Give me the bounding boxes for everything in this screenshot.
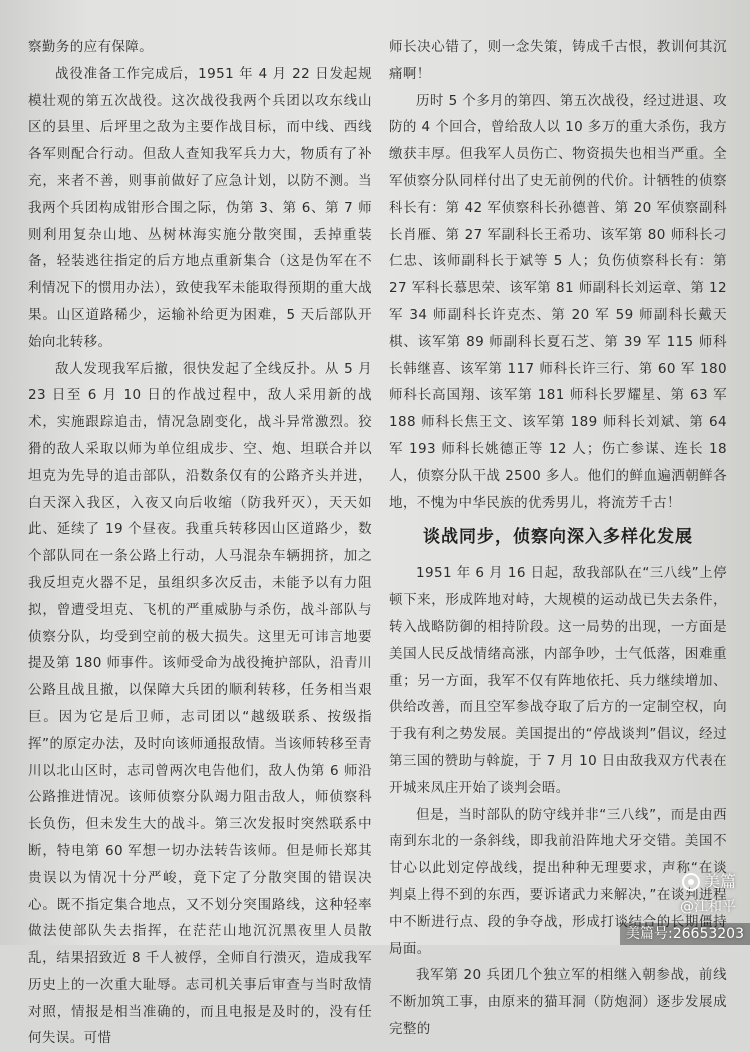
watermark-brand-name: 美篇 <box>703 872 736 891</box>
watermark-brand <box>620 871 736 893</box>
paragraph: 敌人发现我军后撤，很快发起了全线反扑。从 5 月 23 日至 6 月 10 日的作战过程中，敌人采用新的战术，实施跟踪追击，情况急剧变化，战斗异常激烈。狡猾的敌人采取以师为单位组成步、空、炮、坦联合并以坦克为先导的追击部队，沿数条仅有的公路齐头并进，白天深入我区，入夜又向后收缩（防我歼灭），天天如此、延续了 19 个昼夜。我重兵转移因山区道路少，数个部队同在一条公路上行动，人马混杂车辆拥挤，加之我反坦克火器不足，虽组织多次反击，未能予以有力阻拟，曾遭受坦克、飞机的严重威胁与杀伤，战斗部队与侦察分队，均受到空前的极大损失。这里无可讳言地要提及第 180 师事件。该师受命为战役掩护部队，沿青川公路且战且撤，以保障大兵团的顺利转移，任务相当艰巨。因为它是后卫师，志司团以“越级联系、按级指挥”的原定办法，及时向该师通报敌情。当该师转移至青川以北山区时，志司曾两次电告他们，敌人伪第 6 师沿公路推进情况。该师侦察分队竭力阻击敌人，师侦察科长负伤，但未发生大的战斗。第三次发报时突然联系中断，特电第 60 军想一切办法转告该师。但是师长郑其贵误以为情况十分严峻，竟下定了分散突围的错误决心。既不指定集合地点，又不划分突围路线，这种轻率做法使部队失去指挥，在茫茫山地沉沉黑夜里人员散乱，结果招致近 8 千人被俘，全师自行溃灭，造成我军历史上的一次重大耻辱。志司机关事后审查与当时敌情对照，情报是相当准确的，而且电报是及时的，没有任何失误。可惜 <box>28 360 372 1047</box>
watermark-user: @江和平 <box>680 899 736 915</box>
paragraph: 师长决心错了，则一念失策，铸成千古恨，教训何其沉痛啊！ <box>389 39 727 82</box>
left-column <box>28 34 372 1052</box>
paragraph: 战役准备工作完成后，1951 年 4 月 22 日发起规模壮观的第五次战役。这次战役我两个兵团以攻东线山区的县里、后坪里之敌为主要作战目标，而中线、西线各军则配合行动。但敌人查知我军兵力大，物质有了补充，来者不善，则事前做好了应急计划，以防不测。当我两个兵团构成钳形合围之际，伪第 3、第 6、第 7 师则利用复杂山地、丛树林海实施分散突围，丢掉重装备，轻装逃往指定的后方地点重新集合（这是伪军在不利情况下的惯用办法），致使我军未能取得预期的重大战果。山区道路稀少，运输补给更为困难，5 天后部队开始向北转移。 <box>28 65 372 350</box>
section-heading: 谈战同步，侦察向深入多样化发展 <box>423 527 693 548</box>
paragraph: 察勤务的应有保障。 <box>28 39 154 55</box>
paragraph: 1951 年 6 月 16 日起，敌我部队在“三八线”上停顿下来，形成阵地对峙，大规模的运动战已失去条件，转入战略防御的相持阶段。这一局势的出现，一方面是美国人民反战情绪高涨，内部争吵，士气低落，困难重重；另一方面，我军不仅有阵地依托、兵力继续增加、供给改善，而且空军参战夺取了后方的一定制空权，向于我有利之势发展。美国提出的“停战谈判”倡议，经过第三国的赞助与斡旋，于 7 月 10 日由敌我双方代表在开城来凤庄开始了谈判会晤。 <box>389 565 727 796</box>
watermark <box>620 871 744 945</box>
paragraph: 我军第 20 兵团几个独立军的相继入朝参战，前线不断加筑工事，由原来的猫耳洞（防炮洞）逐步发展成完整的 <box>389 967 727 1037</box>
watermark-id: 美篇号:26653203 <box>620 923 750 945</box>
meipian-logo-icon <box>682 873 700 891</box>
paragraph: 但是，当时部队的防守线并非“三八线”，而是由西南到东北的一条斜线，即我前沿阵地犬牙交错。美国不甘心以此划定停战线，提出种种无理要求，声称“在谈判桌上得不到的东西，要诉诸武力来解决，”在谈判进程中不断进行点、段的争夺战，形成打谈结合的长期僵持局面。 <box>389 806 727 957</box>
paragraph: 历时 5 个多月的第四、第五次战役，经过进退、攻防的 4 个回合，曾给敌人以 10 多万的重大杀伤，我方缴获丰厚。但我军人员伤亡、物资损失也相当严重。全军侦察分队同样付出了史无前例的代价。计牺牲的侦察科长有：第 42 军侦察科长孙德普、第 20 军侦察副科长肖雁、第 27 军副科长王希功、该军第 80 师科长刁仁忠、该师副科长于斌等 5 人；负伤侦察科长有：第 27 军科长慕思荣、该军第 81 师副科长刘运章、第 12 军 34 师副科长许克杰、第 20 军 59 师副科长戴天棋、该军第 89 师副科长夏石芝、第 39 军 115 师科长韩继喜、该军第 117 师科长许三行、第 60 军 180 师科长高国翔、该军第 181 师科长罗耀星、第 63 军 188 师科长焦王文、该军第 189 师科长刘斌、第 64 军 193 师科长姚德正等 12 人；伤亡参谋、连长 18 人，侦察分队干战 2500 多人。他们的鲜血遍洒朝鲜各地，不愧为中华民族的优秀男儿，将流芳千古！ <box>389 92 727 511</box>
